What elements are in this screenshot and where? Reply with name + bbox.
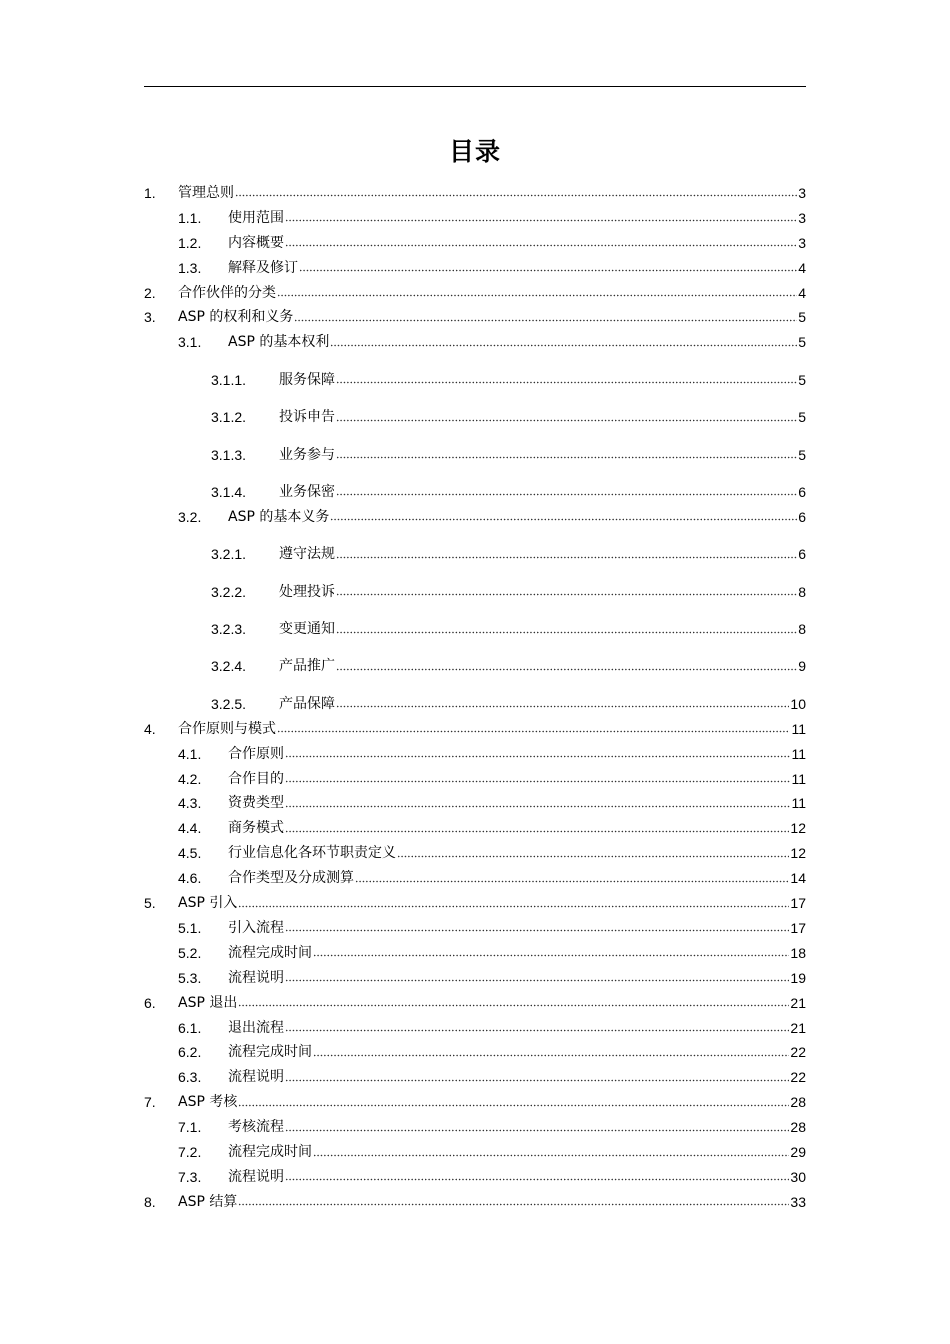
toc-entry-number: 4.2. bbox=[178, 770, 202, 787]
toc-entry-number: 4.4. bbox=[178, 820, 202, 837]
toc-dot-leader bbox=[238, 1203, 789, 1207]
toc-dot-leader bbox=[336, 630, 797, 634]
toc-dot-leader bbox=[299, 269, 797, 273]
toc-entry-page-number: 6 bbox=[798, 546, 806, 563]
toc-entry-number: 5.1. bbox=[178, 919, 202, 936]
toc-entry-title: 产品推广 bbox=[279, 658, 335, 675]
toc-entry[interactable] bbox=[144, 812, 806, 837]
toc-entry-number: 4.5. bbox=[178, 845, 202, 862]
toc-entry-page-number: 11 bbox=[791, 745, 806, 762]
toc-entry-page-number: 9 bbox=[798, 658, 806, 675]
toc-dot-leader bbox=[397, 854, 789, 858]
toc-entry-title: ASP 的基本义务 bbox=[228, 508, 330, 525]
toc-entry[interactable] bbox=[144, 227, 806, 252]
toc-dot-leader bbox=[285, 804, 790, 808]
toc-dot-leader bbox=[313, 1053, 789, 1057]
toc-entry-page-number: 30 bbox=[790, 1168, 806, 1185]
toc-entry-number: 4.3. bbox=[178, 795, 202, 812]
toc-entry-title: 服务保障 bbox=[279, 371, 335, 388]
toc-dot-leader bbox=[238, 904, 789, 908]
toc-entry-page-number: 17 bbox=[790, 895, 806, 911]
toc-entry-page-number: 8 bbox=[798, 583, 806, 600]
toc-entry-title: 业务参与 bbox=[279, 446, 335, 463]
toc-entry[interactable] bbox=[144, 987, 806, 1012]
toc-entry-number: 3.1.4. bbox=[211, 483, 247, 500]
toc-entry-title: 资费类型 bbox=[228, 795, 284, 812]
toc-entry-page-number: 5 bbox=[798, 371, 806, 388]
toc-entry-page-number: 5 bbox=[798, 409, 806, 426]
toc-entry-number: 5.2. bbox=[178, 944, 202, 961]
toc-entry-title: 管理总则 bbox=[178, 184, 234, 201]
toc-dot-leader bbox=[277, 730, 790, 734]
toc-entry-title: 考核流程 bbox=[228, 1119, 284, 1136]
toc-entry[interactable] bbox=[144, 1086, 806, 1111]
toc-entry-page-number: 11 bbox=[791, 770, 806, 787]
toc-entry-page-number: 3 bbox=[798, 184, 806, 201]
toc-entry-number: 3.2.4. bbox=[211, 658, 247, 675]
toc-entry-page-number: 5 bbox=[798, 446, 806, 463]
toc-entry-number: 3.2.2. bbox=[211, 583, 247, 600]
toc-entry[interactable] bbox=[144, 439, 806, 464]
toc-entry[interactable] bbox=[144, 1111, 806, 1136]
toc-dot-leader bbox=[294, 318, 797, 322]
toc-entry-number: 4. bbox=[144, 720, 156, 737]
toc-dot-leader bbox=[336, 667, 797, 671]
toc-entry[interactable] bbox=[144, 1186, 806, 1211]
toc-dot-leader bbox=[285, 780, 790, 784]
toc-entry-page-number: 12 bbox=[790, 820, 806, 837]
toc-entry-number: 3.2. bbox=[178, 508, 202, 525]
toc-entry[interactable] bbox=[144, 1136, 806, 1161]
toc-entry-number: 1.2. bbox=[178, 234, 202, 251]
toc-entry[interactable] bbox=[144, 962, 806, 987]
toc-entry-page-number: 5 bbox=[798, 309, 806, 326]
toc-entry[interactable] bbox=[144, 837, 806, 862]
toc-entry-number: 3.1.3. bbox=[211, 446, 247, 463]
toc-entry[interactable] bbox=[144, 650, 806, 675]
toc-entry[interactable] bbox=[144, 738, 806, 763]
toc-entry-page-number: 19 bbox=[790, 969, 806, 986]
toc-entry-page-number: 12 bbox=[790, 845, 806, 862]
toc-entry-title: 流程说明 bbox=[228, 969, 284, 986]
toc-entry[interactable] bbox=[144, 1161, 806, 1186]
toc-entry[interactable] bbox=[144, 613, 806, 638]
toc-entry-number: 3.2.5. bbox=[211, 695, 247, 712]
toc-dot-leader bbox=[285, 1078, 789, 1082]
toc-entry[interactable] bbox=[144, 501, 806, 526]
toc-entry-page-number: 11 bbox=[791, 795, 806, 812]
toc-entry[interactable] bbox=[144, 763, 806, 788]
toc-dot-leader bbox=[238, 1103, 789, 1107]
toc-dot-leader bbox=[336, 418, 797, 422]
toc-entry[interactable] bbox=[144, 326, 806, 351]
toc-entry-number: 3.1.1. bbox=[211, 371, 247, 388]
toc-entry-title: 合作原则 bbox=[228, 745, 284, 762]
toc-dot-leader bbox=[238, 1004, 789, 1008]
toc-entry[interactable] bbox=[144, 476, 806, 501]
toc-entry-page-number: 6 bbox=[798, 508, 806, 525]
toc-entry-page-number: 17 bbox=[790, 919, 806, 936]
toc-entry-page-number: 3 bbox=[798, 234, 806, 251]
toc-entry-title: 遵守法规 bbox=[279, 546, 335, 563]
toc-entry-title: 合作伙伴的分类 bbox=[178, 284, 276, 301]
toc-entry-number: 1.1. bbox=[178, 209, 202, 226]
toc-dot-leader bbox=[285, 244, 797, 248]
toc-entry-page-number: 4 bbox=[798, 284, 806, 301]
toc-entry-number: 3.1. bbox=[178, 334, 202, 351]
toc-dot-leader bbox=[285, 1029, 789, 1033]
toc-entry-number: 4.1. bbox=[178, 745, 202, 762]
toc-entry-number: 4.6. bbox=[178, 870, 202, 887]
toc-dot-leader bbox=[313, 1153, 789, 1157]
toc-entry-title: ASP 退出 bbox=[178, 994, 238, 1011]
toc-entry-page-number: 4 bbox=[798, 259, 806, 276]
toc-entry-title: 使用范围 bbox=[228, 209, 284, 226]
toc-entry-title: 流程完成时间 bbox=[228, 1144, 312, 1160]
toc-entry[interactable] bbox=[144, 1012, 806, 1037]
toc-entry-number: 7.1. bbox=[178, 1119, 202, 1136]
toc-entry-page-number: 8 bbox=[798, 621, 806, 637]
toc-entry-number: 5.3. bbox=[178, 969, 202, 986]
toc-entry-number: 3. bbox=[144, 309, 156, 326]
toc-entry-page-number: 21 bbox=[790, 1019, 806, 1036]
toc-entry-title: 解释及修订 bbox=[228, 259, 298, 276]
toc-entry-number: 6.3. bbox=[178, 1069, 202, 1086]
toc-entry-title: 处理投诉 bbox=[279, 583, 335, 600]
toc-entry-page-number: 5 bbox=[798, 334, 806, 351]
toc-dot-leader bbox=[330, 343, 797, 347]
toc-entry[interactable] bbox=[144, 937, 806, 962]
toc-entry-page-number: 14 bbox=[790, 870, 806, 887]
toc-entry[interactable] bbox=[144, 1061, 806, 1086]
toc-entry-title: ASP 的基本权利 bbox=[228, 334, 330, 351]
toc-dot-leader bbox=[336, 705, 789, 709]
toc-dot-leader bbox=[313, 954, 789, 958]
toc-entry-page-number: 28 bbox=[790, 1094, 806, 1111]
toc-entry-title: 合作目的 bbox=[228, 770, 284, 787]
toc-dot-leader bbox=[355, 879, 789, 883]
toc-dot-leader bbox=[277, 294, 797, 298]
toc-entry-title: 商务模式 bbox=[228, 820, 284, 837]
toc-entry-page-number: 11 bbox=[791, 720, 806, 737]
toc-entry[interactable] bbox=[144, 787, 806, 812]
toc-entry[interactable] bbox=[144, 576, 806, 601]
toc-dot-leader bbox=[336, 593, 797, 597]
toc-dot-leader bbox=[336, 456, 797, 460]
toc-entry-title: 流程完成时间 bbox=[228, 944, 312, 961]
toc-entry[interactable] bbox=[144, 177, 806, 202]
toc-dot-leader bbox=[336, 493, 797, 497]
toc-dot-leader bbox=[285, 1128, 789, 1132]
toc-entry-title: 合作类型及分成测算 bbox=[228, 870, 354, 887]
page-title: 目录 bbox=[448, 137, 501, 166]
toc-dot-leader bbox=[285, 979, 789, 983]
toc-entry-page-number: 29 bbox=[790, 1144, 806, 1160]
toc-entry-title: 流程说明 bbox=[228, 1069, 284, 1086]
toc-entry[interactable] bbox=[144, 301, 806, 326]
toc-dot-leader bbox=[285, 755, 790, 759]
toc-entry-number: 2. bbox=[144, 284, 156, 301]
toc-entry-number: 3.2.3. bbox=[211, 621, 247, 637]
toc-entry-number: 1. bbox=[144, 184, 156, 201]
toc-entry-page-number: 10 bbox=[790, 695, 806, 712]
toc-dot-leader bbox=[336, 381, 797, 385]
toc-entry-number: 8. bbox=[144, 1193, 156, 1210]
toc-dot-leader bbox=[336, 555, 797, 559]
toc-dot-leader bbox=[330, 518, 797, 522]
toc-entry-number: 3.1.2. bbox=[211, 409, 247, 426]
toc-entry-number: 6.1. bbox=[178, 1019, 202, 1036]
toc-entry[interactable] bbox=[144, 277, 806, 302]
toc-entry[interactable] bbox=[144, 713, 806, 738]
toc-entry-page-number: 18 bbox=[790, 944, 806, 961]
toc-entry[interactable] bbox=[144, 364, 806, 389]
toc-entry[interactable] bbox=[144, 912, 806, 937]
toc-dot-leader bbox=[285, 1178, 789, 1182]
toc-entry[interactable] bbox=[144, 252, 806, 277]
toc-entry[interactable] bbox=[144, 688, 806, 713]
toc-entry-number: 6. bbox=[144, 994, 156, 1011]
toc-entry-title: 变更通知 bbox=[279, 621, 335, 637]
toc-dot-leader bbox=[285, 219, 797, 223]
toc-entry[interactable] bbox=[144, 202, 806, 227]
toc-entry-title: 引入流程 bbox=[228, 919, 284, 936]
toc-entry-title: 业务保密 bbox=[279, 483, 335, 500]
toc-entry-number: 1.3. bbox=[178, 259, 202, 276]
toc-entry-title: ASP 引入 bbox=[178, 895, 238, 911]
toc-entry-number: 3.2.1. bbox=[211, 546, 247, 563]
toc-entry-page-number: 21 bbox=[790, 994, 806, 1011]
toc-entry-title: 内容概要 bbox=[228, 234, 284, 251]
toc-entry[interactable] bbox=[144, 401, 806, 426]
toc-entry-title: 流程说明 bbox=[228, 1168, 284, 1185]
toc-entry[interactable] bbox=[144, 887, 806, 912]
toc-entry[interactable] bbox=[144, 862, 806, 887]
toc-entry-page-number: 28 bbox=[790, 1119, 806, 1136]
toc-entry-page-number: 6 bbox=[798, 483, 806, 500]
toc-dot-leader bbox=[285, 929, 789, 933]
toc-dot-leader bbox=[235, 194, 797, 198]
toc-entry-number: 7.2. bbox=[178, 1144, 202, 1160]
toc-entry-page-number: 22 bbox=[790, 1044, 806, 1061]
toc-entry-page-number: 22 bbox=[790, 1069, 806, 1086]
toc-dot-leader bbox=[285, 829, 789, 833]
toc-entry-number: 6.2. bbox=[178, 1044, 202, 1061]
header-rule bbox=[144, 86, 806, 87]
toc-entry-title: ASP 的权利和义务 bbox=[178, 309, 294, 326]
toc-entry-title: 行业信息化各环节职责定义 bbox=[228, 845, 396, 862]
toc-entry-title: 退出流程 bbox=[228, 1019, 284, 1036]
toc-entry[interactable] bbox=[144, 538, 806, 563]
toc-entry-number: 5. bbox=[144, 895, 156, 911]
toc-entry-number: 7.3. bbox=[178, 1168, 202, 1185]
toc-entry[interactable] bbox=[144, 1036, 806, 1061]
toc-entry-title: 投诉申告 bbox=[279, 409, 335, 426]
toc-entry-number: 7. bbox=[144, 1094, 156, 1111]
toc-entry-title: 流程完成时间 bbox=[228, 1044, 312, 1061]
toc-entry-page-number: 33 bbox=[790, 1193, 806, 1210]
toc-entry-title: ASP 考核 bbox=[178, 1094, 238, 1111]
toc-entry-title: ASP 结算 bbox=[178, 1193, 238, 1210]
toc-entry-title: 产品保障 bbox=[279, 695, 335, 712]
toc-entry-title: 合作原则与模式 bbox=[178, 720, 276, 737]
toc-entry-page-number: 3 bbox=[798, 209, 806, 226]
